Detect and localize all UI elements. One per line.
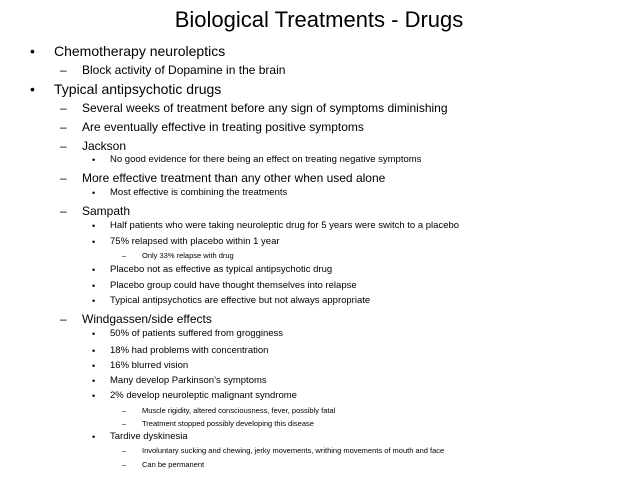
bullet-text: Jackson <box>82 139 127 153</box>
bullet-marker: • <box>92 237 96 247</box>
bullet-text: Typical antipsychotics are effective but not always appropriate <box>110 295 371 306</box>
bullet-text: Placebo not as effective as typical antipsychotic drug <box>110 264 333 275</box>
bullet-text: More effective treatment than any other when used alone <box>82 171 386 185</box>
bullet-text: 2% develop neuroleptic malignant syndrome <box>110 390 297 401</box>
bullet-text: Placebo group could have thought themselves into relapse <box>110 280 357 291</box>
bullet-marker: – <box>122 251 127 260</box>
bullet-text: Treatment stopped possibly developing this disease <box>142 419 314 428</box>
bullet-text: Sampath <box>82 204 131 218</box>
slide-title: Biological Treatments - Drugs <box>174 7 464 32</box>
bullet-marker: – <box>122 419 127 428</box>
bullet-text: Most effective is combining the treatments <box>110 187 288 198</box>
bullet-marker: – <box>60 312 67 326</box>
bullet-marker: • <box>92 296 96 306</box>
bullet-marker: • <box>92 329 96 339</box>
bullet-text: 18% had problems with concentration <box>110 345 269 356</box>
bullet-marker: • <box>92 221 96 231</box>
bullet-text: Block activity of Dopamine in the brain <box>82 63 286 77</box>
bullet-marker: • <box>92 391 96 401</box>
bullet-marker: – <box>60 139 67 153</box>
bullet-text: Muscle rigidity, altered consciousness, fever, possibly fatal <box>142 406 336 415</box>
bullet-marker: • <box>30 43 35 59</box>
bullet-text: Tardive dyskinesia <box>110 431 188 442</box>
bullet-marker: – <box>60 63 67 77</box>
bullet-marker: • <box>92 376 96 386</box>
bullet-marker: • <box>92 432 96 442</box>
bullet-text: Half patients who were taking neuroleptic drug for 5 years were switch to a placebo <box>110 220 460 231</box>
bullet-marker: – <box>122 406 127 415</box>
bullet-marker: • <box>92 346 96 356</box>
bullet-marker: • <box>30 81 35 97</box>
bullet-text: No good evidence for there being an effect on treating negative symptoms <box>110 154 422 165</box>
bullet-text: Only 33% relapse with drug <box>142 251 234 260</box>
bullet-text: 16% blurred vision <box>110 360 189 371</box>
bullet-marker: • <box>92 188 96 198</box>
bullet-marker: – <box>122 460 127 469</box>
bullet-marker: • <box>92 155 96 165</box>
bullet-text: Involuntary sucking and chewing, jerky movements, writhing movements of mouth and face <box>142 446 445 455</box>
bullet-text: 75% relapsed with placebo within 1 year <box>110 236 280 247</box>
bullet-marker: – <box>122 446 127 455</box>
bullet-text: Many develop Parkinson’s symptoms <box>110 375 267 386</box>
bullet-text: Typical antipsychotic drugs <box>54 81 222 97</box>
bullet-text: Chemotherapy neuroleptics <box>54 43 226 59</box>
bullet-text: Are eventually effective in treating positive symptoms <box>82 120 364 134</box>
bullet-text: Windgassen/side effects <box>82 312 212 326</box>
bullet-text: 50% of patients suffered from grogginess <box>110 328 284 339</box>
bullet-marker: • <box>92 265 96 275</box>
bullet-marker: • <box>92 361 96 371</box>
bullet-marker: – <box>60 101 67 115</box>
bullet-text: Can be permanent <box>142 460 205 469</box>
bullet-marker: • <box>92 281 96 291</box>
bullet-marker: – <box>60 204 67 218</box>
bullet-marker: – <box>60 120 67 134</box>
bullet-text: Several weeks of treatment before any sign of symptoms diminishing <box>82 101 448 115</box>
bullet-marker: – <box>60 171 67 185</box>
